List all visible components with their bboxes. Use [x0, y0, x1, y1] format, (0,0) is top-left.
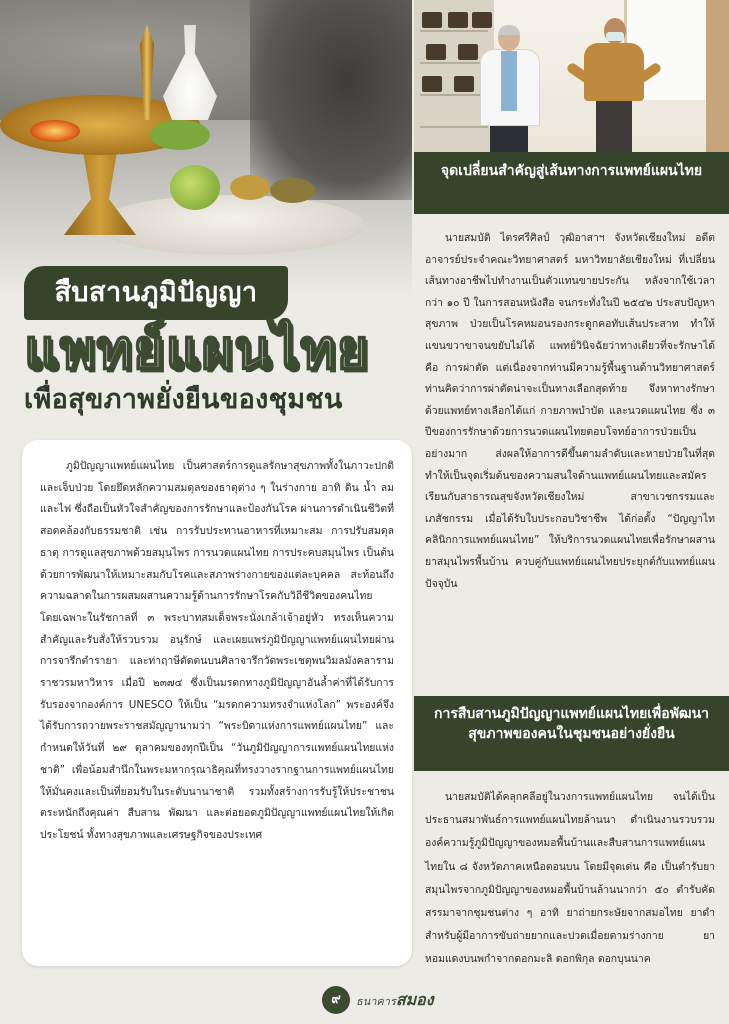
page-number: ๙	[322, 986, 350, 1014]
section2-body	[425, 786, 715, 972]
intro-paragraph: ภูมิปัญญาแพทย์แผนไทย เป็นศาสตร์การดูแลรักษาสุขภาพทั้งในภาวะปกติและเจ็บป่วย โดยยึดหลักความสมดุลของธาตุต่าง ๆ ในร่างกาย อาทิ ดิน น้ำ ลม และไฟ ซึ่งถือเป็นหัวใจสำคัญของการรักษาและป้องกันโรค ผ่านการดำเนินชีวิตที่สอดคล้องกับธรรมชาติ เช่น การรับประทานอาหารที่เหมาะสม การปรับสมดุลธาตุ การดูแลสุขภาพด้วยสมุนไพร การนวดแผนไทย การประคบสมุนไพร เป็นต้น ด้วยการพัฒนาให้เหมาะสมกับโรคและสภาพร่างกายของแต่ละบุคคล สะท้อนถึงความฉลาดในการผสมผสานความรู้ด้านการรักษาโรคกับวิถีชีวิตของคนไทย โดยเฉพาะในรัชกาลที่ ๓ พระบาทสมเด็จพระนั่งเกล้าเจ้าอยู่หัว ทรงเห็นความสำคัญและรับสั่งให้รวบรวม อนุรักษ์ และเผยแพร่ภูมิปัญญาแพทย์แผนไทยผ่านการจารึกตำรายา และท่าฤาษีดัดตนบนศิลาจารึกวัดพระเชตุพนวิมลมังคลารามราชวรมหาวิหาร เมื่อปี ๒๓๗๔ ซึ่งเป็นมรดกทางภูมิปัญญาอันล้ำค่าที่ได้รับการรับรองจากองค์การ UNESCO ให้เป็น “มรดกความทรงจำแห่งโลก” พระองค์จึงได้รับการถวายพระราชสมัญญานามว่า “พระบิดาแห่งการแพทย์แผนไทย” และกำหนดให้วันที่ ๒๙ ตุลาคมของทุกปีเป็น “วันภูมิปัญญาการแพทย์แผนไทยแห่งชาติ” เพื่อน้อมสำนึกในพระมหากรุณาธิคุณที่ทรงวางรากฐานการแพทย์แผนไทยให้มั่นคงและเป็นที่ยอมรับในระดับนานาชาติ รวมทั้งสร้างการรับรู้ให้ประชาชนตระหนักถึงคุณค่า สืบสาน พัฒนา และต่อยอดภูมิปัญญาแพทย์แผนไทยให้เกิดประโยชน์ ทั้งทางสุขภาพและเศรษฐกิจของประเทศ	[40, 460, 394, 841]
hero-image	[0, 0, 412, 300]
herb-bowl	[230, 175, 270, 200]
section1-heading: จุดเปลี่ยนสำคัญสู่เส้นทางการแพทย์แผนไทย	[414, 152, 729, 214]
intro-card	[22, 440, 412, 966]
page-subtitle: เพื่อสุขภาพยั่งยืนของชุมชน	[24, 384, 343, 415]
section1-paragraph: นายสมบัติ ไตรศรีศิลป์ วุฒิอาสาฯ จังหวัดเชียงใหม่ อดีตอาจารย์ประจำคณะวิทยาศาสตร์ มหาวิทยาลัยเชียงใหม่ ที่เปลี่ยนเส้นทางอาชีพไปทำงานเป็นตัวแทนขายประกัน หลังจากใช้เวลากว่า ๑๐ ปี ในการสอนหนังสือ จนกระทั่งในปี ๒๕๔๒ ประสบปัญหาสุขภาพ ป่วยเป็นโรคหมอนรองกระดูกคอทับเส้นประสาท ทำให้แขนขวาขาจนขยับไม่ได้ แพทย์วินิจฉัยว่าทางเดียวที่จะรักษาได้คือ การผ่าตัด แต่เนื่องจากท่านมีความรู้พื้นฐานด้านวิทยาศาสตร์ ท่านคิดว่าการผ่าตัดน่าจะเป็นทางเลือกสุดท้าย จึงหาทางรักษาด้วยแพทย์ทางเลือกได้แก่ กายภาพบำบัด และนวดแผนไทย ซึ่ง ๓ ปีของการรักษาด้วยการนวดแผนไทยตอบโจทย์อาการป่วยเป็นอย่างมาก ส่งผลให้อาการดีขึ้นตามลำดับและหายป่วยในที่สุด ทำให้เป็นจุดเริ่มต้นของความสนใจด้านแพทย์แผนไทยและสมัครเรียนกับสาธารณสุขจังหวัดเชียงใหม่ สาขาเวชกรรมและเภสัชกรรม เมื่อได้รับใบประกอบวิชาชีพ ได้ก่อตั้ง “ปัญญาไทคลินิกการแพทย์แผนไทย” ให้บริการนวดแผนไทยเพื่อรักษาผสานยาสมุนไพรพื้นบ้าน ควบคู่กับแพทย์แผนไทยประยุกต์กับแพทย์แผนปัจจุบัน	[425, 232, 715, 590]
doctor-figure	[474, 25, 544, 152]
brand-prefix: ธนาคาร	[356, 995, 396, 1008]
ceramic-tray	[95, 195, 365, 255]
section1-body	[425, 228, 715, 595]
clinic-photo	[414, 0, 729, 152]
section2-heading: การสืบสานภูมิปัญญาแพทย์แผนไทยเพื่อพัฒนาสุขภาพของคนในชุมชนอย่างยั่งยืน	[414, 696, 729, 771]
kaffir-lime	[170, 165, 220, 210]
page-footer	[322, 984, 432, 1016]
burner-flame	[30, 120, 80, 142]
herb-leaves	[150, 120, 210, 150]
herb-bowl-2	[270, 178, 315, 203]
wooden-post	[706, 0, 729, 152]
title-tag: สืบสานภูมิปัญญา	[24, 266, 288, 320]
brand-name: สมอง	[395, 990, 434, 1009]
brand-logo	[356, 988, 432, 1012]
dark-background	[250, 0, 412, 200]
section2-paragraph: นายสมบัติได้คลุกคลีอยู่ในวงการแพทย์แผนไทย จนได้เป็นประธานสมาพันธ์การแพทย์แผนไทยล้านนา ดำเนินงานรวบรวมองค์ความรู้ภูมิปัญญาของหมอพื้นบ้านและสืบสานการแพทย์แผนไทยใน ๘ จังหวัดภาคเหนือตอนบน โดยมีจุดเด่น คือ เป็นตำรับยาสมุนไพรจากภูมิปัญญาของหมอพื้นบ้านล้านนากว่า ๕๐ ตำรับคัดสรรมาจากชุมชนต่าง ๆ อาทิ ยาถ่ายกระษัยจากสมอไทย ยาดำสำหรับผู้มีอาการขับถ่ายยากและปวดเมื่อยตามร่างกาย ยาหอมแดงบนพกำจากดอกมะลิ ดอกพิกุล ดอกบุนนาค	[425, 791, 715, 966]
page-title: แพทย์แผนไทย	[24, 320, 370, 380]
patient-figure	[574, 18, 654, 152]
